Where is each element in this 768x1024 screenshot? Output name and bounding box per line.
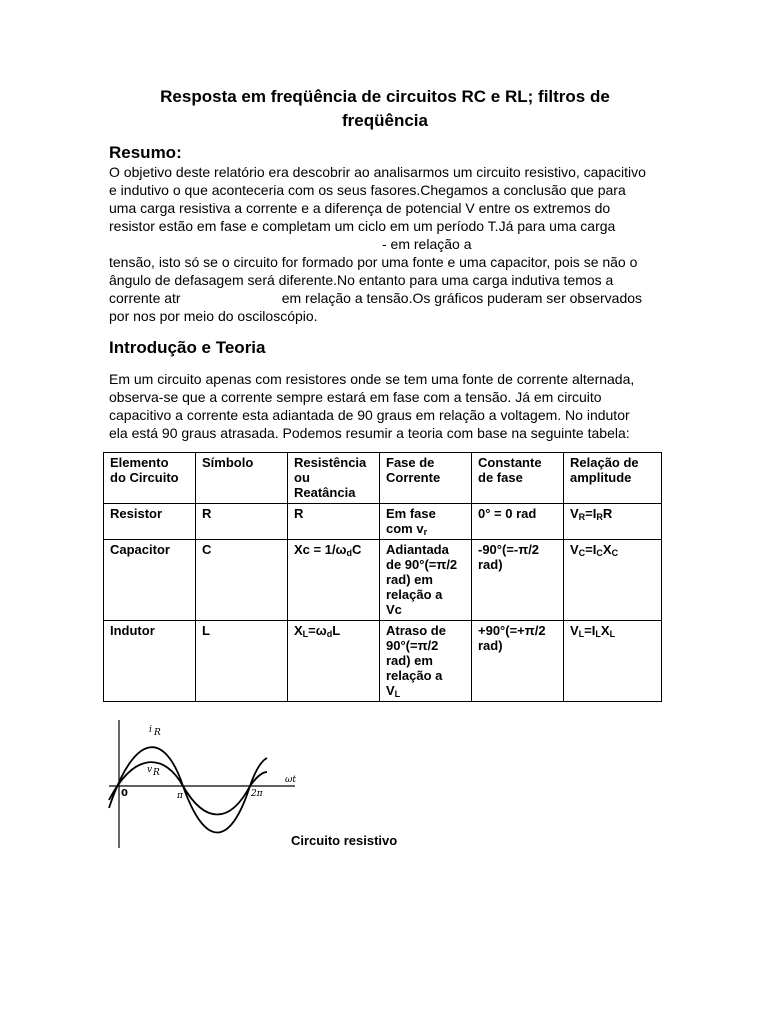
resumo-line: O objetivo deste relatório era descobrir ao analisarmos um circuito resistivo, capacitivo — [109, 164, 646, 180]
theory-table — [103, 452, 662, 702]
label-wt: ωt — [285, 775, 296, 785]
header-fase: Fase de Corrente — [380, 453, 472, 504]
table-row-resistor — [104, 504, 662, 540]
resumo-line: resistor estão em fase e completam um ciclo em um período T.Já para uma carga — [109, 218, 616, 234]
label-v: v — [147, 765, 153, 775]
cell-fase: Adiantada de 90°(=π/2 rad) em relação a Vc — [380, 540, 472, 621]
resumo-heading: Resumo: — [109, 143, 182, 162]
header-relacao: Relação de amplitude — [564, 453, 662, 504]
title-line-2: freqüência — [342, 111, 428, 130]
resumo-line: - em relação a — [382, 236, 472, 252]
label-v-sub: R — [153, 768, 160, 778]
cell-elemento: Indutor — [104, 621, 196, 702]
resumo-line: uma carga resistiva a corrente e a diferença de potencial V entre os extremos do — [109, 200, 611, 216]
intro-line: observa-se que a corrente sempre estará em fase com a tensão. Já em circuito — [109, 389, 602, 405]
table-row-capacitor — [104, 540, 662, 621]
cell-constante: 0° = 0 rad — [472, 504, 564, 540]
cell-elemento: Resistor — [104, 504, 196, 540]
cell-fase: Em fase com $v_r$ — [380, 504, 472, 540]
label-pi: π — [177, 791, 183, 801]
label-2pi: 2π — [251, 789, 263, 799]
intro-heading: Introdução e Teoria — [109, 338, 266, 357]
cell-constante: -90°(=-π/2 rad) — [472, 540, 564, 621]
title-line-1: Resposta em freqüência de circuitos RC e RL; filtros de — [160, 87, 610, 106]
intro-line: capacitivo a corrente esta adiantada de 90 graus em relação a voltagem. No indutor — [109, 407, 630, 423]
resumo-line: corrente atr em relação a tensão.Os gráficos puderam ser observados — [109, 290, 643, 306]
cell-elemento: Capacitor — [104, 540, 196, 621]
label-zero: 0 — [121, 788, 128, 799]
resumo-line: ângulo de defasagem será diferente.No entanto para uma carga indutiva temos a — [109, 272, 614, 288]
header-resistencia: Resistência ou Reatância — [288, 453, 380, 504]
resumo-line: e indutivo o que aconteceria com os seus fasores.Chegamos a conclusão que para — [109, 182, 626, 198]
header-constante: Constante de fase — [472, 453, 564, 504]
figure-caption: Circuito resistivo — [291, 833, 398, 848]
cell-fase: Atraso de 90°(=π/2 rad) em relação a $V_L$ — [380, 621, 472, 702]
cell-relacao: $V_R=I_RR$ — [564, 504, 662, 540]
current-curve-iR — [109, 747, 267, 832]
resumo-line: por nos por meio do osciloscópio. — [109, 308, 318, 324]
label-i-sub: R — [154, 728, 161, 738]
header-simbolo: Símbolo — [196, 453, 288, 504]
intro-paragraph — [109, 370, 634, 442]
label-i: i — [149, 725, 152, 735]
resumo-paragraph — [109, 163, 646, 325]
cell-resistencia: R — [288, 504, 380, 540]
cell-relacao: $V_L=I_LX_L$ — [564, 621, 662, 702]
document-title — [130, 85, 640, 133]
cell-relacao: $V_C=I_CX_C$ — [564, 540, 662, 621]
voltage-curve-vR — [109, 762, 267, 814]
resistive-waveform-graph — [105, 720, 300, 850]
resumo-line: tensão, isto só se o circuito for formado por uma fonte e uma capacitor, pois se não o — [109, 254, 638, 270]
cell-simbolo: C — [196, 540, 288, 621]
cell-resistencia: $Xc = 1/\omega_dC$ — [288, 540, 380, 621]
cell-simbolo: R — [196, 504, 288, 540]
cell-resistencia: $X_L=\omega_dL$ — [288, 621, 380, 702]
cell-constante: +90°(=+π/2 rad) — [472, 621, 564, 702]
table-row-indutor — [104, 621, 662, 702]
header-elemento: Elemento do Circuito — [104, 453, 196, 504]
intro-line: ela está 90 graus atrasada. Podemos resumir a teoria com base na seguinte tabela: — [109, 425, 630, 441]
table-header-row — [104, 453, 662, 504]
cell-simbolo: L — [196, 621, 288, 702]
intro-line: Em um circuito apenas com resistores onde se tem uma fonte de corrente alternada, — [109, 371, 635, 387]
